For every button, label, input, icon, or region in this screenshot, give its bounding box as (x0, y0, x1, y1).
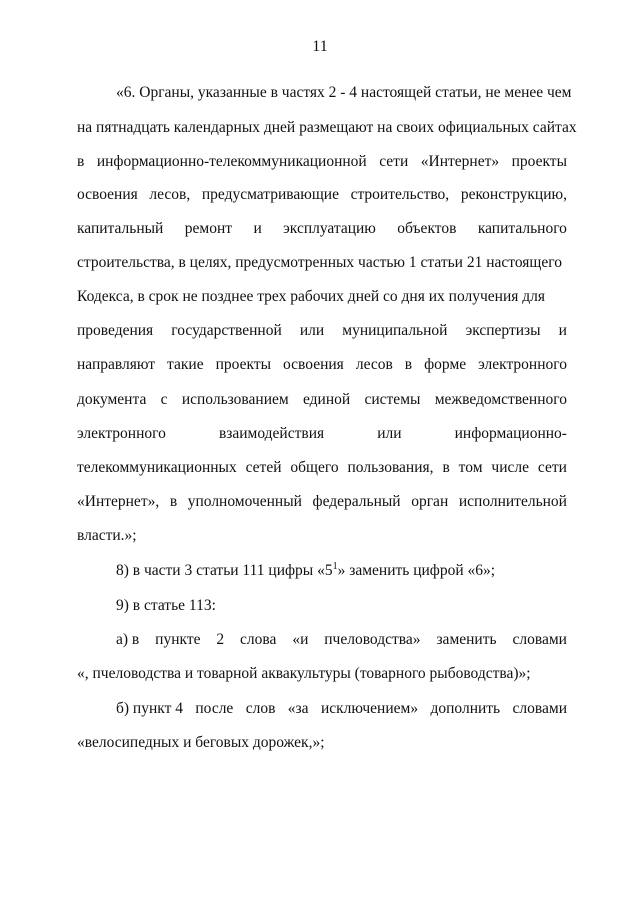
word: или (299, 322, 325, 339)
word: дополнить (430, 700, 501, 717)
word: том (458, 459, 483, 476)
word: и (253, 220, 262, 237)
word: в (77, 153, 85, 170)
word: «Интернет», (77, 493, 160, 510)
paragraph-6-line-10 (77, 390, 567, 410)
paragraph-6-line-2: на пятнадцать календарных дней размещают на своих официальных сайтах (77, 119, 577, 136)
paragraph-6-line-4 (77, 185, 567, 205)
word: такие (167, 356, 204, 373)
word: взаимодействия (218, 425, 325, 442)
word: слов (245, 700, 276, 717)
word: лесов, (149, 186, 191, 203)
word: электронного (77, 425, 166, 442)
item-8-text-before: 8) в части 3 статьи 111 цифры «5 (116, 562, 333, 579)
word: проведения (77, 322, 154, 339)
word: направляют (77, 356, 156, 373)
word: эксплуатацию (283, 220, 376, 237)
item-8 (116, 561, 495, 581)
word: слова (240, 631, 277, 648)
word: информационно- (454, 425, 567, 442)
paragraph-6-line-11 (77, 424, 567, 444)
word: освоения (283, 356, 344, 373)
word: информационно-телекоммуникационной (96, 153, 367, 170)
word: числе (491, 459, 530, 476)
word: пользования, (347, 459, 434, 476)
word: в (169, 493, 178, 510)
word: общего (290, 459, 339, 476)
word: заменить (436, 631, 497, 648)
word: сети (379, 153, 409, 170)
word: реконструкцию, (460, 186, 567, 203)
item-9: 9) в статье 113: (116, 597, 216, 614)
paragraph-6-line-1: «6. Органы, указанные в частях 2 - 4 настоящей статьи, не менее чем (116, 84, 572, 101)
word: форме (424, 356, 467, 373)
paragraph-6-line-7: Кодекса, в срок не позднее трех рабочих дней со дня их получения для (77, 288, 545, 305)
word: после (195, 700, 234, 717)
paragraph-6-line-13 (77, 492, 567, 512)
word: муниципальной (342, 322, 448, 339)
word: лесов (355, 356, 393, 373)
word: системы (364, 391, 421, 408)
word: исполнительной (458, 493, 567, 510)
word: освоения (77, 186, 138, 203)
paragraph-6-line-3 (77, 152, 567, 172)
word: проекты (511, 153, 567, 170)
paragraph-6-line-8 (77, 321, 567, 341)
word: 2 (216, 631, 225, 648)
word: использованием (181, 391, 289, 408)
word: б) пункт 4 (116, 700, 183, 717)
word: капитальный (77, 220, 164, 237)
word: межведомственного (434, 391, 567, 408)
word: сетей (245, 459, 282, 476)
word: в (404, 356, 413, 373)
item-9a-line-1 (116, 630, 567, 650)
paragraph-6-line-5 (77, 219, 567, 239)
word: исключением» (320, 700, 419, 717)
paragraph-6-line-14: власти.»; (77, 527, 137, 544)
word: объектов (397, 220, 457, 237)
paragraph-6-line-12 (77, 458, 567, 478)
item-8-text-after: » заменить цифрой «6»; (337, 562, 496, 579)
word: экспертизы (465, 322, 541, 339)
word: электронного (478, 356, 567, 373)
item-8-superscript: 1 (332, 561, 338, 572)
word: проекты (215, 356, 272, 373)
word: телекоммуникационных (77, 459, 237, 476)
word: ремонт (184, 220, 233, 237)
word: орган (411, 493, 449, 510)
word: уполномоченный (187, 493, 302, 510)
word: документа (77, 391, 147, 408)
word: с (160, 391, 168, 408)
word: «за (287, 700, 309, 717)
word: «и (292, 631, 309, 648)
word: сети (537, 459, 567, 476)
word: а) в (116, 631, 140, 648)
word: единой (302, 391, 351, 408)
item-9b-line-2: «велосипедных и беговых дорожек,»; (77, 734, 325, 751)
word: или (377, 425, 402, 442)
item-9b-line-1 (116, 699, 567, 719)
page-number: 11 (312, 38, 328, 55)
word: словами (512, 700, 567, 717)
word: государственной (171, 322, 282, 339)
word: словами (512, 631, 567, 648)
word: пчеловодства» (324, 631, 421, 648)
word: капитального (477, 220, 567, 237)
item-9a-line-2: «, пчеловодства и товарной аквакультуры (товарного рыбоводства)»; (77, 665, 531, 682)
paragraph-6-line-6: строительства, в целях, предусмотренных частью 1 статьи 21 настоящего (77, 254, 562, 271)
word: пункте (155, 631, 201, 648)
paragraph-6-line-9 (77, 355, 567, 375)
word: федеральный (312, 493, 401, 510)
word: предусматривающие (201, 186, 339, 203)
word: в (442, 459, 450, 476)
word: «Интернет» (420, 153, 500, 170)
word: строительство, (350, 186, 450, 203)
word: и (558, 322, 567, 339)
